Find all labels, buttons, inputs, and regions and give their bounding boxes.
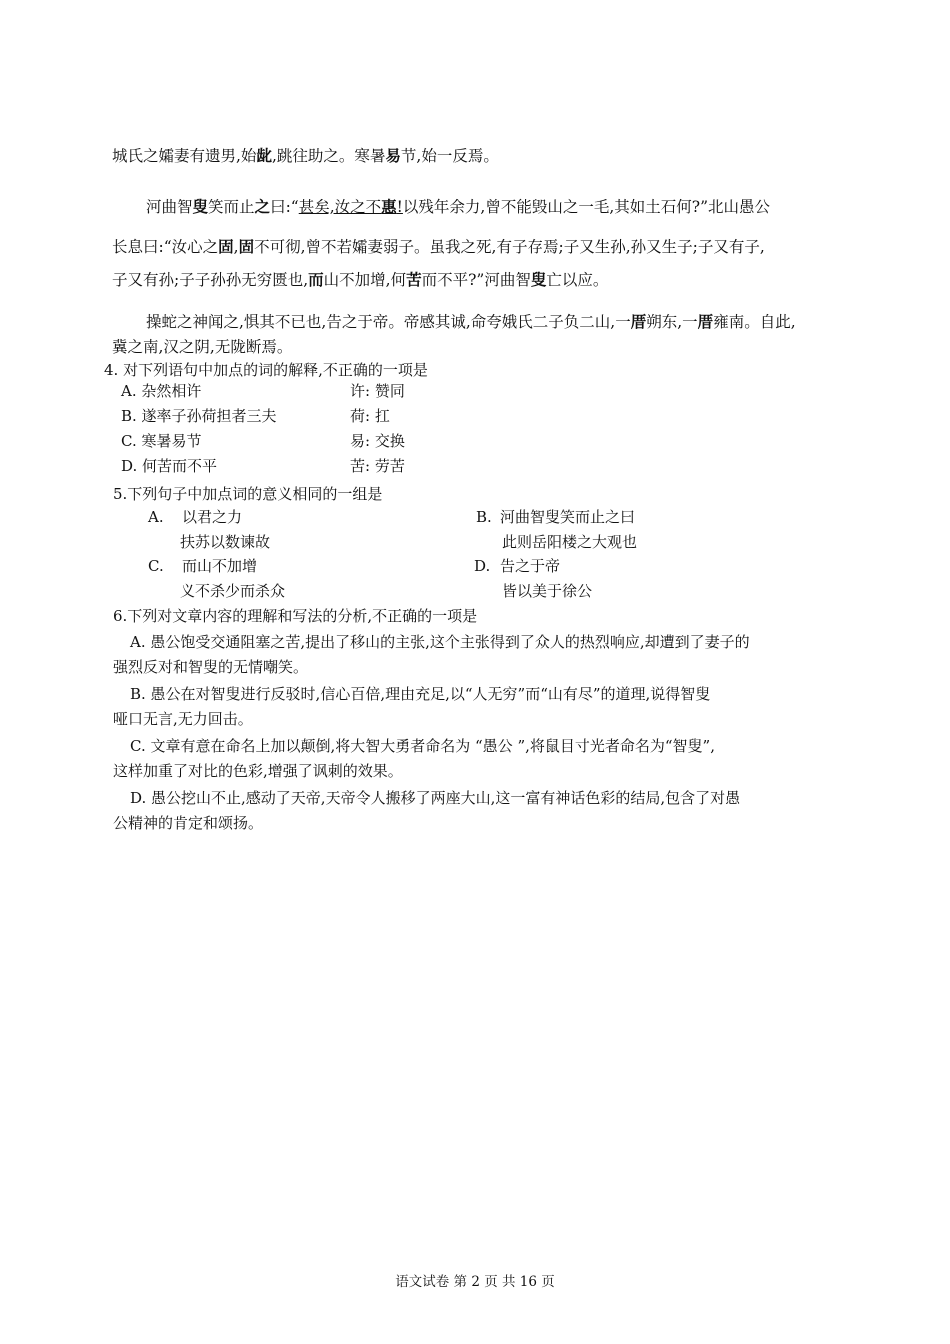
q5-option-a[interactable]: A.: [148, 508, 164, 526]
q5-option-d[interactable]: D.: [474, 557, 491, 575]
dotted-word: 叟: [192, 197, 209, 216]
q4-option-d[interactable]: D. 何苦而不平: [121, 457, 218, 475]
underlined-phrase: 甚矣,汝之不: [298, 198, 382, 216]
dotted-word: 叟: [530, 270, 547, 289]
question-6-stem: 6.下列对文章内容的理解和写法的分析,不正确的一项是: [113, 607, 478, 625]
q6-option-d-cont: 公精神的肯定和颂扬。: [113, 814, 264, 832]
text-run: ,: [233, 238, 239, 256]
q6-option-c-cont: 这样加重了对比的色彩,增强了讽刺的效果。: [113, 762, 403, 780]
text-run: 长息曰:“汝心之: [112, 238, 219, 256]
text-run: 河曲智: [146, 198, 193, 216]
text-run: 亡以应。: [546, 271, 609, 289]
text-run: 朔东,一: [646, 313, 698, 331]
text-run: ,跳往助之。寒暑: [271, 147, 386, 165]
passage-line: [146, 197, 770, 217]
underlined-phrase: !: [396, 198, 403, 216]
q4-option-b-gloss: 荷: 扛: [350, 407, 390, 425]
dotted-word: 固: [218, 237, 234, 256]
q4-option-c[interactable]: C. 寒暑易节: [121, 432, 202, 450]
q4-option-b[interactable]: B. 遂率子孙荷担者三夫: [121, 407, 277, 425]
q4-option-a[interactable]: A. 杂然相许: [121, 382, 202, 400]
q5-option-c[interactable]: C.: [148, 557, 164, 575]
q6-option-d[interactable]: D. 愚公挖山不止,感动了天帝,天帝令人搬移了两座大山,这一富有神话色彩的结局,包含了对愚: [130, 789, 741, 807]
dotted-word: 厝: [630, 312, 647, 331]
text-run: 雍南。自此,: [713, 313, 796, 331]
q5-c-sentence-2: 义不杀少而杀众: [180, 582, 286, 600]
q5-b-sentence-2: 此则岳阳楼之大观也: [502, 533, 638, 551]
q6-option-a[interactable]: A. 愚公饱受交通阻塞之苦,提出了移山的主张,这个主张得到了众人的热烈响应,却遭到了妻子的: [130, 633, 750, 651]
text-run: 而不平?”河曲智: [421, 271, 531, 289]
text-run: 笑而止: [208, 198, 255, 216]
q6-option-b-cont: 哑口无言,无力回击。: [113, 710, 253, 728]
passage-line: [112, 237, 765, 257]
text-run: 以残年余力,曾不能毁山之一毛,其如土石何?”北山愚公: [402, 198, 770, 216]
dotted-word: 之: [254, 197, 271, 216]
dotted-word: 厝: [697, 312, 714, 331]
q6-option-a-cont: 强烈反对和智叟的无情嘲笑。: [113, 658, 309, 676]
dotted-word: 而: [308, 270, 324, 289]
page-footer: 语文试卷 第 2 页 共 16 页: [395, 1274, 555, 1290]
passage-line: 冀之南,汉之阴,无陇断焉。: [112, 338, 293, 356]
passage-line: [146, 312, 796, 332]
q5-b-sentence-1: 河曲智叟笑而止之曰: [500, 508, 636, 526]
text-run: 不可彻,曾不若孀妻弱子。虽我之死,有子存焉;子又生孙,孙又生子;子又有子,: [254, 238, 765, 256]
q5-c-sentence-1: 而山不加增: [182, 557, 258, 575]
dotted-word: 龀: [256, 146, 272, 165]
text-run: 城氏之孀妻有遗男,始: [112, 147, 257, 165]
q5-a-sentence-1: 以君之力: [182, 508, 243, 526]
text-run: 曰:“: [270, 198, 299, 216]
passage-line: [112, 270, 608, 290]
q5-option-b[interactable]: B.: [476, 508, 492, 526]
q4-option-a-gloss: 许: 赞同: [350, 382, 405, 400]
q4-option-d-gloss: 苦: 劳苦: [350, 457, 405, 475]
text-run: 山不加增,何: [323, 271, 407, 289]
question-4-stem: 4. 对下列语句中加点的词的解释,不正确的一项是: [104, 361, 428, 379]
text-run: 子又有孙;子子孙孙无穷匮也,: [112, 271, 309, 289]
q5-d-sentence-2: 皆以美于徐公: [502, 582, 593, 600]
question-5-stem: 5.下列句子中加点词的意义相同的一组是: [113, 485, 383, 503]
q6-option-c[interactable]: C. 文章有意在命名上加以颠倒,将大智大勇者命名为 “愚公 ”,将鼠目寸光者命名为“智叟”,: [130, 737, 715, 755]
dotted-word: 惠: [381, 197, 397, 216]
q6-option-b[interactable]: B. 愚公在对智叟进行反驳时,信心百倍,理由充足,以“人无穷”而“山有尽”的道理,说得智叟: [130, 685, 711, 703]
passage-line: [112, 146, 499, 166]
dotted-word: 固: [238, 237, 255, 256]
q5-a-sentence-2: 扶苏以数谏故: [180, 533, 271, 551]
q5-d-sentence-1: 告之于帝: [500, 557, 561, 575]
q4-option-c-gloss: 易: 交换: [350, 432, 405, 450]
text-run: 节,始一反焉。: [400, 147, 499, 165]
dotted-word: 苦: [406, 270, 422, 289]
dotted-word: 易: [385, 146, 401, 165]
text-run: 操蛇之神闻之,惧其不已也,告之于帝。帝感其诚,命夸娥氏二子负二山,一: [146, 313, 631, 331]
